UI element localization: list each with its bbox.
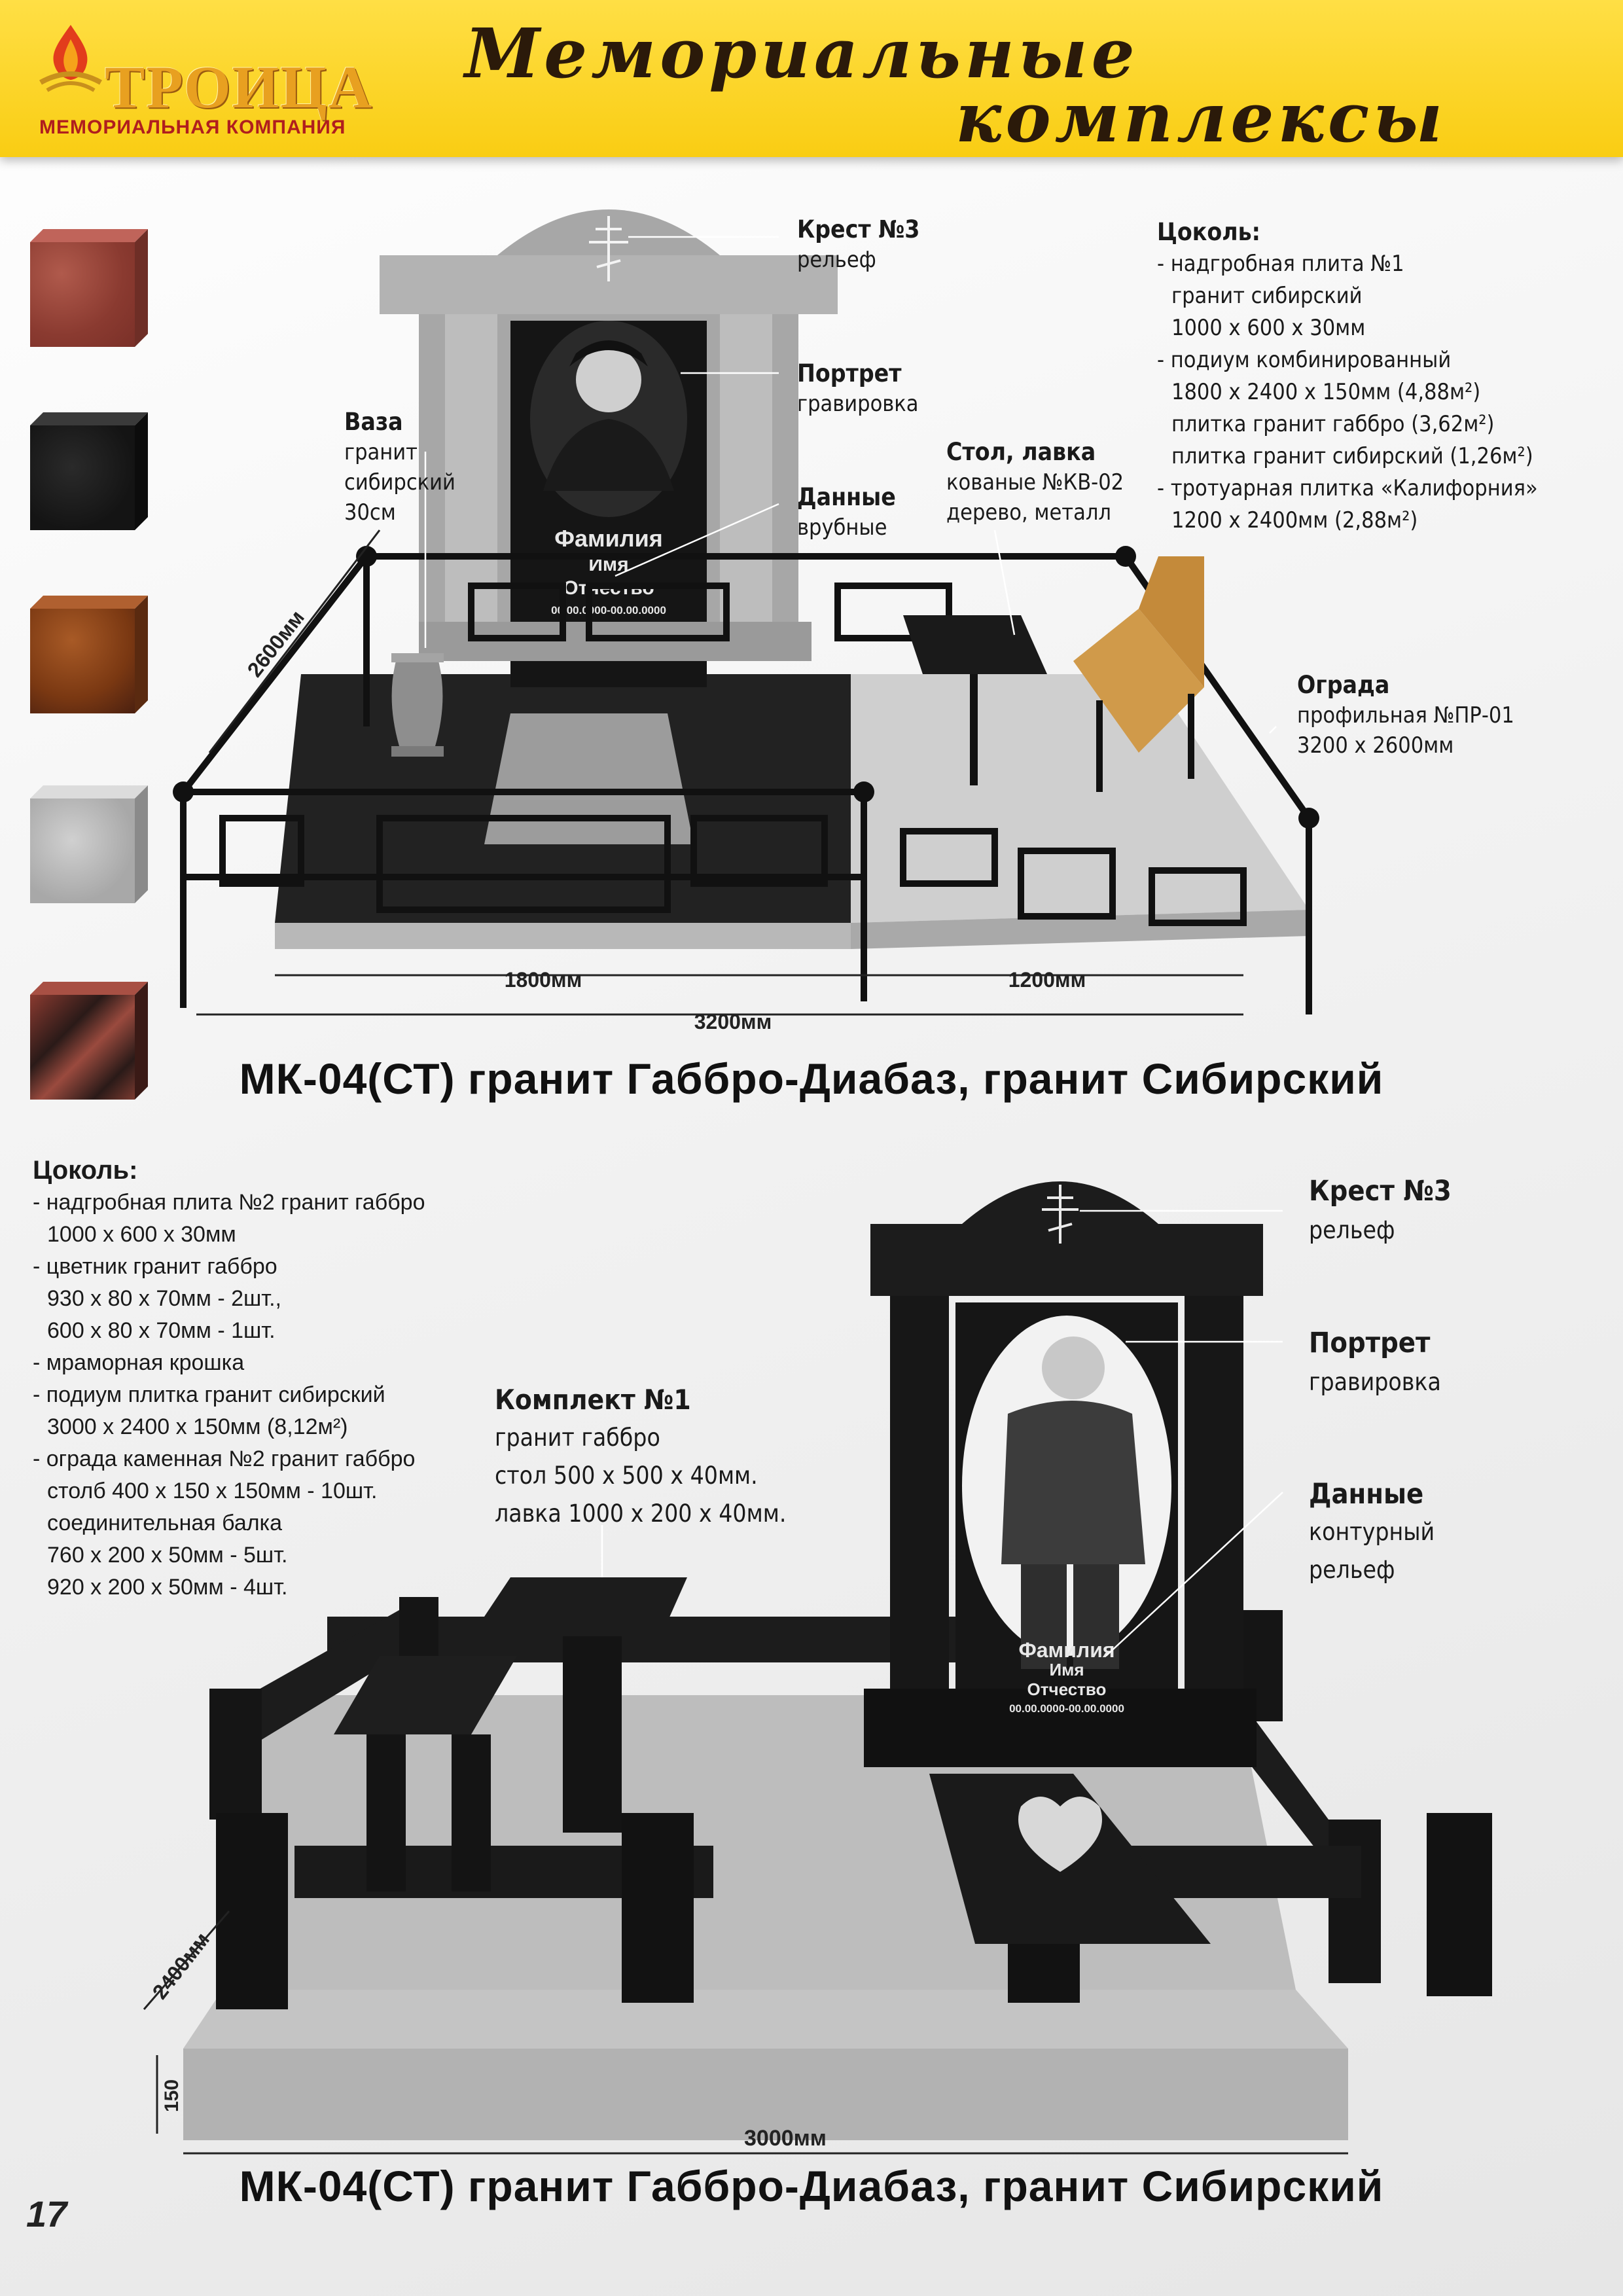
complex1-dim-total-width: 3200мм xyxy=(694,1010,772,1033)
complex2-data-heading: Данные xyxy=(1309,1478,1424,1511)
complex1-portrait-heading: Портрет xyxy=(797,359,902,387)
complex2-kit-heading: Комплект №1 xyxy=(495,1384,691,1416)
brand-logo xyxy=(31,20,374,138)
complex1-cross-annotation xyxy=(797,215,919,275)
complex1-base-line: - подиум комбинированный xyxy=(1157,347,1452,373)
complex1-vase-heading: Ваза xyxy=(344,408,403,436)
complex1-vase xyxy=(391,653,444,757)
complex1-base-line: 1800 х 2400 х 150мм (4,88м²) xyxy=(1171,379,1481,405)
complex2-base-line: - мраморная крошка xyxy=(33,1350,245,1375)
complex1-plaque-patronymic: Отчество xyxy=(563,577,654,599)
complex2-cross-text: рельеф xyxy=(1309,1216,1395,1244)
complex2-base-line: - подиум плитка гранит сибирский xyxy=(33,1382,385,1407)
complex2-base-line: 600 х 80 х 70мм - 1шт. xyxy=(47,1318,276,1343)
complex2-base-line: соединительная балка xyxy=(47,1511,283,1535)
complex2-base-line: 760 х 200 х 50мм - 5шт. xyxy=(47,1543,288,1568)
complex2-kit-line: гранит габбро xyxy=(495,1424,660,1452)
complex1-cross-heading: Крест №3 xyxy=(797,215,920,243)
complex2-plaque-surname: Фамилия xyxy=(1018,1638,1115,1662)
complex2-data-line: контурный xyxy=(1309,1518,1435,1546)
page-title-line2: комплексы xyxy=(955,77,1447,158)
complex1-vase-line: гранит xyxy=(344,439,418,465)
brand-subtitle: МЕМОРИАЛЬНАЯ КОМПАНИЯ xyxy=(39,117,346,138)
complex2-dim-width: 3000мм xyxy=(744,2126,827,2151)
complex1-base-line: 1000 х 600 х 30мм xyxy=(1171,315,1366,341)
complex1-data-heading: Данные xyxy=(797,483,896,511)
complex2-plaque-patronymic: Отчество xyxy=(1027,1679,1107,1699)
complex1-plaque-surname: Фамилия xyxy=(554,525,663,552)
page-number: 17 xyxy=(26,2193,67,2234)
swatch-red-granite xyxy=(30,229,148,347)
complex2-plaque-dates: 00.00.0000-00.00.0000 xyxy=(1009,1702,1124,1715)
complex2-caption: МК-04(СТ) гранит Габбро-Диабаз, гранит Сибирский xyxy=(239,2162,1384,2210)
flame-icon xyxy=(31,20,110,98)
complex1-fence-annotation xyxy=(1297,670,1514,761)
complex1-table-line: дерево, металл xyxy=(946,499,1111,526)
page-header xyxy=(0,0,1623,157)
complex1-fence-line: профильная №ПР-01 xyxy=(1297,702,1514,728)
complex1-vase-annotation xyxy=(344,407,455,528)
complex1-dim-right-width: 1200мм xyxy=(1008,968,1086,992)
complex2-portrait-text: гравировка xyxy=(1309,1368,1441,1396)
complex2-base-line: 930 х 80 х 70мм - 2шт., xyxy=(47,1286,281,1311)
complex1-dim-left-width: 1800мм xyxy=(504,968,582,992)
complex1-base-line: 1200 х 2400мм (2,88м²) xyxy=(1171,507,1418,533)
complex1-table-line: кованые №КВ-02 xyxy=(946,469,1124,495)
complex2-base-line: - надгробная плита №2 гранит габбро xyxy=(33,1190,425,1215)
swatch-grey-granite xyxy=(30,785,148,903)
complex1-portrait-annotation xyxy=(797,359,919,419)
complex2-kit-line: лавка 1000 х 200 х 40мм. xyxy=(495,1499,787,1528)
complex2-data-annotation xyxy=(1309,1475,1435,1589)
complex2-base-line: - ограда каменная №2 гранит габбро xyxy=(33,1446,416,1471)
complex2-base-heading: Цоколь: xyxy=(33,1156,138,1185)
complex1-fence-line: 3200 х 2600мм xyxy=(1297,732,1454,759)
complex1-portrait xyxy=(530,321,687,517)
complex2-dim-height: 150 xyxy=(161,2079,183,2113)
complex1-plaque-dates: 00.00.0000-00.00.0000 xyxy=(551,604,666,617)
complex1-dim-depth: 2600мм xyxy=(242,605,310,682)
complex1-base-line: плитка гранит габбро (3,62м²) xyxy=(1171,411,1495,437)
brand-name: ТРОИЦА xyxy=(105,54,374,120)
complex2-portrait-annotation xyxy=(1309,1323,1441,1402)
complex1-data-text: врубные xyxy=(797,514,887,541)
complex2-base-line: - цветник гранит габбро xyxy=(33,1254,277,1279)
complex1-base-line: - тротуарная плитка «Калифорния» xyxy=(1157,475,1538,501)
complex1-caption: МК-04(СТ) гранит Габбро-Диабаз, гранит Сибирский xyxy=(239,1054,1384,1103)
complex1-vase-line: 30см xyxy=(344,499,396,526)
complex2-base-line: 1000 х 600 х 30мм xyxy=(47,1222,236,1247)
swatch-brown-granite xyxy=(30,596,148,713)
complex1-vase-line: сибирский xyxy=(344,469,455,495)
complex2-portrait-heading: Портрет xyxy=(1309,1327,1431,1359)
complex1-table-heading: Стол, лавка xyxy=(946,438,1096,466)
complex1-cross-text: рельеф xyxy=(797,247,876,273)
complex2-base-line: столб 400 х 150 х 150мм - 10шт. xyxy=(47,1479,378,1503)
page-title-line1: Мемориальные xyxy=(465,13,1139,94)
complex1-data-annotation xyxy=(797,482,896,543)
complex1-base-line: - надгробная плита №1 xyxy=(1157,251,1404,277)
complex2-cross-heading: Крест №3 xyxy=(1309,1175,1452,1208)
complex2-kit-annotation xyxy=(495,1381,786,1533)
complex2-base-line: 3000 х 2400 х 150мм (8,12м²) xyxy=(47,1414,348,1439)
complex2-data-line: рельеф xyxy=(1309,1556,1395,1584)
complex1-base-annotation xyxy=(1157,216,1538,537)
complex1-portrait-text: гравировка xyxy=(797,391,919,417)
complex1-base-heading: Цоколь: xyxy=(1157,218,1260,246)
complex2-plaque-name: Имя xyxy=(1049,1660,1084,1679)
complex2-base-line: 920 х 200 х 50мм - 4шт. xyxy=(47,1575,288,1600)
complex1-table-annotation xyxy=(946,437,1124,528)
complex2-cross-annotation xyxy=(1309,1172,1452,1250)
complex1-base-line: гранит сибирский xyxy=(1171,283,1363,309)
complex1-plaque-name: Имя xyxy=(588,554,629,575)
complex2-kit-line: стол 500 х 500 х 40мм. xyxy=(495,1462,758,1490)
complex2-dim-depth: 2400мм xyxy=(147,1928,215,2004)
complex1-fence-heading: Ограда xyxy=(1297,671,1390,699)
swatch-black-granite xyxy=(30,412,148,530)
complex2-illustration xyxy=(131,1158,1518,2166)
complex1-base-line: плитка гранит сибирский (1,26м²) xyxy=(1171,443,1533,469)
